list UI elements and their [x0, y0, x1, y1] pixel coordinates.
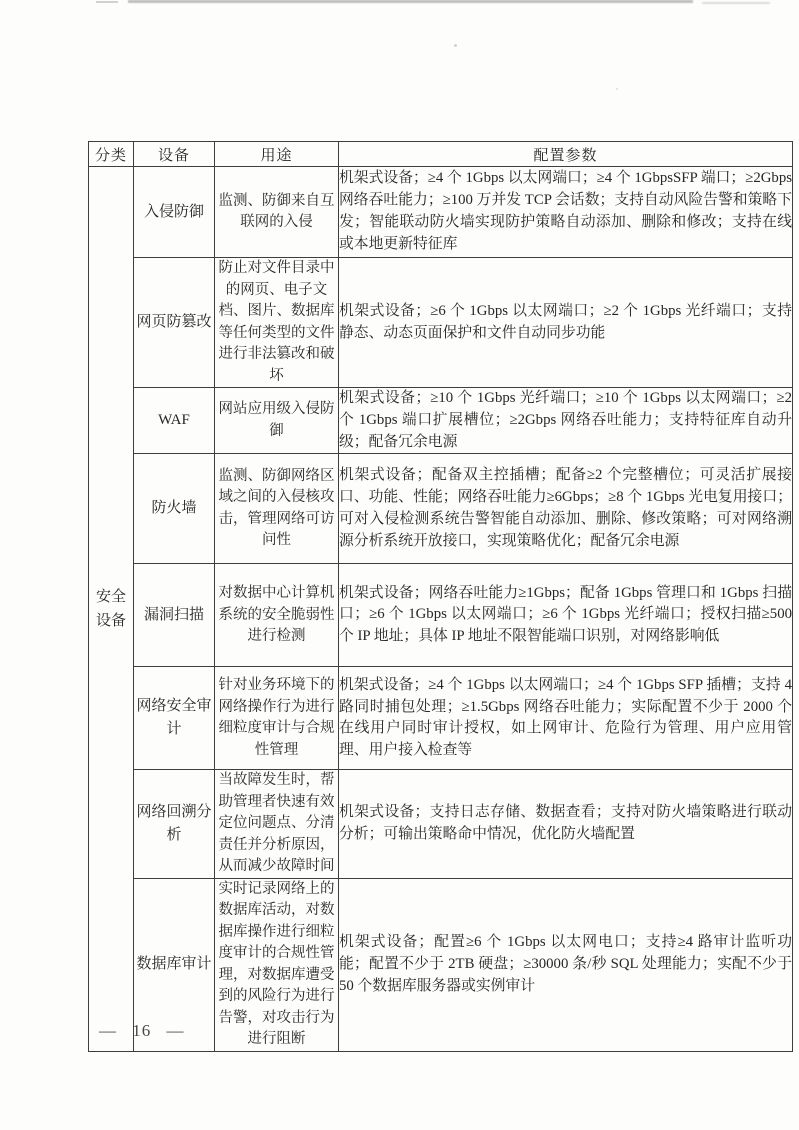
table-row — [89, 564, 793, 667]
col-header-device: 设备 — [134, 142, 215, 167]
table-row — [89, 167, 793, 258]
device-cell: 网页防篡改 — [134, 258, 215, 388]
config-cell: 机架式设备；配备双主控插槽；配备≥2 个完整槽位；可灵活扩展接口、功能、性能；网络吞吐能力≥6Gbps；≥8 个 1Gbps 光电复用接口；可对入侵检测系统告警智能自动添加、删除、修改策略；可对网络溯源分析系统开放接口，实现策略优化；配备冗余电源 — [339, 454, 793, 564]
scan-artifact — [454, 44, 457, 47]
equipment-config-table — [88, 141, 793, 1052]
config-cell: 机架式设备；配置≥6 个 1Gbps 以太网电口；支持≥4 路审计监听功能；配置不少于 2TB 硬盘；≥30000 条/秒 SQL 处理能力；实配不少于 50 个数据库服务器或实例审计 — [339, 878, 793, 1051]
device-cell: 漏洞扫描 — [134, 564, 215, 667]
table-row — [89, 454, 793, 564]
scan-artifact — [702, 2, 770, 4]
table-row — [89, 878, 793, 1051]
purpose-cell: 防止对文件目录中的网页、电子文档、图片、数据库等任何类型的文件进行非法篡改和破坏 — [215, 258, 339, 388]
config-cell: 机架式设备；支持日志存储、数据查看；支持对防火墙策略进行联动分析；可输出策略命中情况，优化防火墙配置 — [339, 770, 793, 879]
table-row — [89, 667, 793, 770]
table-row — [89, 388, 793, 454]
purpose-cell: 针对业务环境下的网络操作行为进行细粒度审计与合规性管理 — [215, 667, 339, 770]
config-cell: 机架式设备；≥10 个 1Gbps 光纤端口；≥10 个 1Gbps 以太网端口；≥2 个 1Gbps 端口扩展槽位；≥2Gbps 网络吞吐能力；支持特征库自动升级；配备冗余电源 — [339, 388, 793, 454]
device-cell: 防火墙 — [134, 454, 215, 564]
table-row — [89, 770, 793, 879]
purpose-cell: 实时记录网络上的数据库活动，对数据库操作进行细粒度审计的合规性管理，对数据库遭受到的风险行为进行告警，对攻击行为进行阻断 — [215, 878, 339, 1051]
scan-artifact — [616, 88, 618, 90]
purpose-cell: 对数据中心计算机系统的安全脆弱性进行检测 — [215, 564, 339, 667]
purpose-cell: 当故障发生时，帮助管理者快速有效定位问题点、分清责任并分析原因，从而减少故障时间 — [215, 770, 339, 879]
config-cell: 机架式设备；≥6 个 1Gbps 以太网端口；≥2 个 1Gbps 光纤端口；支持静态、动态页面保护和文件自动同步功能 — [339, 258, 793, 388]
purpose-cell: 网站应用级入侵防御 — [215, 388, 339, 454]
table-header-row — [89, 142, 793, 167]
purpose-cell: 监测、防御来自互联网的入侵 — [215, 167, 339, 258]
device-cell: WAF — [134, 388, 215, 454]
device-cell: 入侵防御 — [134, 167, 215, 258]
col-header-category: 分类 — [89, 142, 134, 167]
device-cell: 网络回溯分析 — [134, 770, 215, 879]
device-cell: 数据库审计 — [134, 878, 215, 1051]
config-cell: 机架式设备；≥4 个 1Gbps 以太网端口；≥4 个 1Gbps SFP 插槽；支持 4 路同时捕包处理；≥1.5Gbps 网络吞吐能力；实际配置不少于 2000 个在线用户同时审计授权，如上网审计、危险行为管理、用户应用管理、用户接入检查等 — [339, 667, 793, 770]
col-header-config: 配置参数 — [339, 142, 793, 167]
table-row — [89, 258, 793, 388]
config-cell: 机架式设备；网络吞吐能力≥1Gbps；配备 1Gbps 管理口和 1Gbps 扫描口；≥6 个 1Gbps 以太网端口；≥6 个 1Gbps 光纤端口；授权扫描≥500 个 IP 地址；具体 IP 地址不限智能端口识别，对网络影响低 — [339, 564, 793, 667]
scan-artifact — [96, 1, 118, 3]
col-header-purpose: 用途 — [215, 142, 339, 167]
config-cell: 机架式设备；≥4 个 1Gbps 以太网端口；≥4 个 1GbpsSFP 端口；≥2Gbps 网络吞吐能力；≥100 万并发 TCP 会话数；支持自动风险告警和策略下发；智能联动防火墙实现防护策略自动添加、删除和修改；支持在线或本地更新特征库 — [339, 167, 793, 258]
device-cell: 网络安全审计 — [134, 667, 215, 770]
page-number: — 16 — — [99, 1021, 185, 1040]
scan-artifact — [128, 0, 693, 3]
purpose-cell: 监测、防御网络区域之间的入侵核攻击，管理网络可访问性 — [215, 454, 339, 564]
category-cell: 安全设备 — [89, 167, 134, 1052]
